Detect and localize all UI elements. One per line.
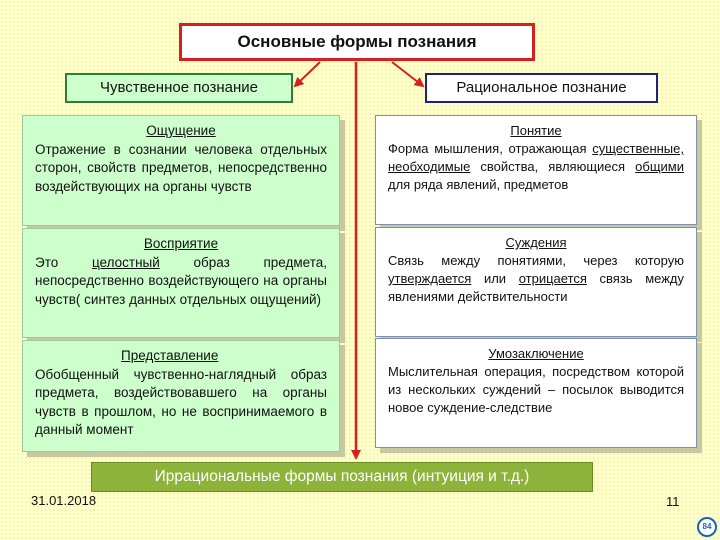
page-badge: 84 — [697, 517, 717, 537]
rational-header: Рациональное познание — [425, 73, 658, 103]
perception-text: Это целостный образ предмета, непосредственно воздействующего на органы чувств( синтез данных отдельных ощущений) — [35, 254, 327, 307]
perception-box — [22, 228, 340, 338]
representation-title: Представление — [121, 348, 219, 363]
concept-box — [375, 115, 697, 225]
arrow-to-rational — [392, 62, 423, 86]
sensation-text: Отражение в сознании человека отдельных сторон, свойств предметов, непосредственно воздействующих на органы чувств — [35, 141, 327, 194]
judgment-title: Суждения — [505, 235, 567, 250]
sensation-title: Ощущение — [146, 123, 216, 138]
sensory-header: Чувственное познание — [65, 73, 293, 103]
perception-title: Восприятие — [143, 236, 219, 251]
arrow-to-sensory — [295, 62, 320, 86]
inference-box — [375, 338, 697, 448]
slide-date: 31.01.2018 — [31, 493, 97, 508]
sensation-box — [22, 115, 340, 226]
inference-title: Умозаключение — [488, 346, 584, 361]
representation-text: Обобщенный чувственно-наглядный образ предмета, воздействовавшего на органы чувств в прошлом, но не воспринимаемого в данный момент — [35, 366, 327, 437]
judgment-box — [375, 227, 697, 337]
slide-number: 11 — [666, 494, 680, 509]
irrational-forms-bar: Иррациональные формы познания (интуиция и т.д.) — [91, 462, 593, 492]
main-title: Основные формы познания — [179, 23, 535, 61]
concept-title: Понятие — [510, 123, 562, 138]
judgment-text: Связь между понятиями, через которую утверждается или отрицается связь между явлениями действительности — [388, 253, 684, 304]
concept-text: Форма мышления, отражающая существенные, необходимые свойства, являющиеся общими для ряда явлений, предметов — [388, 141, 684, 192]
inference-text: Мыслительная операция, посредством которой из нескольких суждений – посылок выводится новое суждение-следствие — [388, 364, 684, 415]
representation-box — [22, 340, 340, 452]
